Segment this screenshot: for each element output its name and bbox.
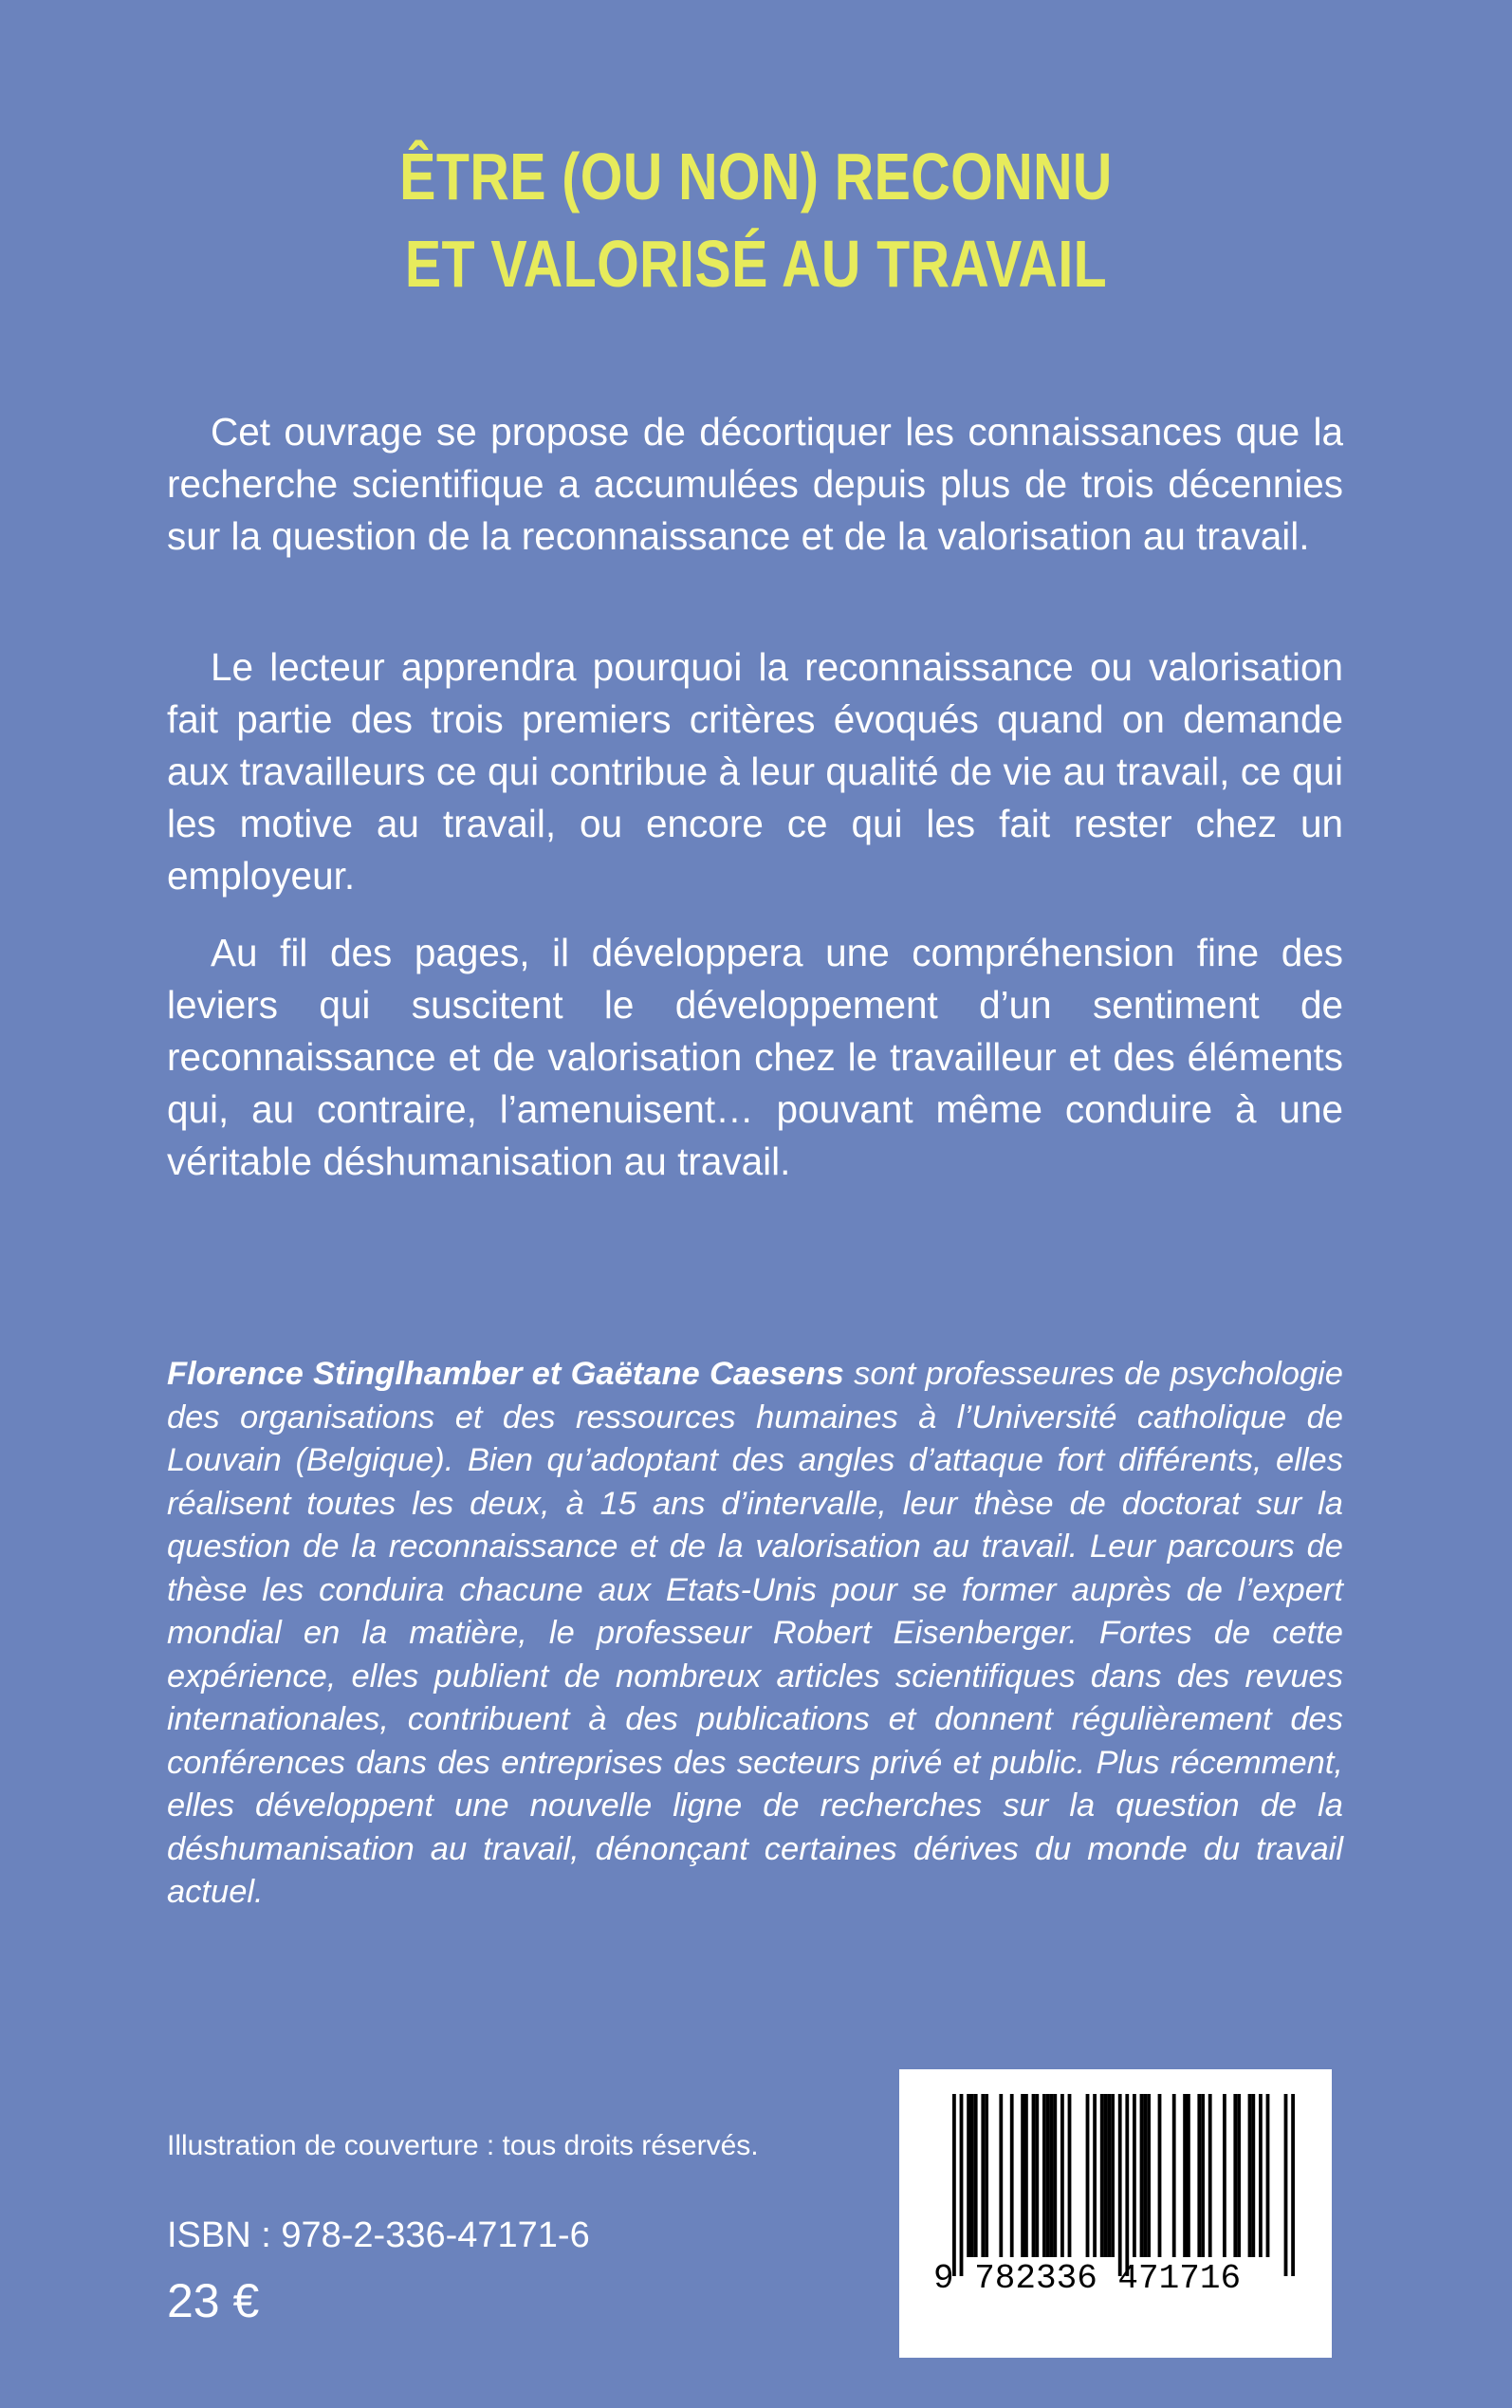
barcode-bar (1140, 2094, 1144, 2257)
cover-credit: Illustration de couverture : tous droits réservés. (167, 2130, 759, 2161)
barcode-bar (1183, 2094, 1187, 2257)
barcode-bar (981, 2094, 985, 2257)
barcode-bar (1251, 2094, 1255, 2257)
barcode-bar (999, 2094, 1003, 2257)
isbn: ISBN : 978-2-336-47171-6 (167, 2215, 590, 2255)
barcode-bar (1133, 2094, 1136, 2257)
barcode-bar (1107, 2094, 1111, 2257)
barcode-bar (1068, 2094, 1072, 2257)
title-line-1: ÊTRE (OU NON) RECONNU (399, 139, 1113, 213)
author-names: Florence Stinglhamber et Gaëtane Caesens (167, 1356, 844, 1392)
summary-paragraph-3: Au fil des pages, il développera une compréhension fine des leviers qui suscitent le développement d’un sentiment de reconnaissance et de valorisation chez le travailleur et des éléments qui, au contraire, l’amenuisent… pouvant même conduire à une véritable déshumanisation au travail. (167, 931, 1343, 1183)
barcode-bar (985, 2094, 988, 2257)
barcode-bar (1118, 2094, 1122, 2276)
barcode-bar (1104, 2094, 1108, 2257)
barcode-bar (1032, 2094, 1036, 2257)
barcode-bar (1147, 2094, 1151, 2257)
barcode-bar (1111, 2094, 1115, 2257)
barcode-bar (1248, 2094, 1252, 2257)
barcode-bar (1237, 2094, 1241, 2257)
barcode-bar (1024, 2094, 1028, 2257)
barcode-bar (952, 2094, 956, 2276)
barcode-bar (1201, 2094, 1205, 2257)
barcode-bar (1284, 2094, 1288, 2276)
summary-paragraph-1: Cet ouvrage se propose de décortiquer les connaissances que la recherche scientifique a accumulées depuis plus de trois décennies sur la question de la reconnaissance et de la valorisation au travail. (167, 410, 1343, 558)
barcode-digits: 9 782336 471716 (933, 2259, 1242, 2298)
barcode-bar (1050, 2094, 1054, 2257)
barcode-bar (1259, 2094, 1263, 2257)
barcode-bar (1035, 2094, 1039, 2257)
barcode-bar (1046, 2094, 1050, 2257)
barcode-bar (1266, 2094, 1270, 2257)
barcode-bar (1158, 2094, 1162, 2257)
book-title (136, 133, 1375, 307)
barcode-bar (1172, 2094, 1176, 2257)
title-line-2: ET VALORISÉ AU TRAVAIL (404, 227, 1108, 301)
summary-paragraph-2: Le lecteur apprendra pourquoi la reconnaissance ou valorisation fait partie des trois premiers critères évoqués quand on demande aux travailleurs ce qui contribue à leur qualité de vie au travail, ce qui les motive au travail, ou encore ce qui les fait rester chez un employeur. (167, 645, 1343, 898)
barcode-bar (1233, 2094, 1237, 2257)
barcode-bar (967, 2094, 970, 2257)
barcode-bar (1100, 2094, 1104, 2257)
barcode-bar (1223, 2094, 1226, 2257)
barcode-bar (1208, 2094, 1212, 2257)
barcode-bar (1291, 2094, 1295, 2276)
barcode-bar (970, 2094, 974, 2257)
barcode-bar (1021, 2094, 1024, 2257)
barcode-bar (1053, 2094, 1057, 2257)
barcode-bar (1125, 2094, 1129, 2276)
barcode-bars (899, 2069, 1332, 2358)
barcode-bar (1086, 2094, 1090, 2257)
barcode-bar (974, 2094, 978, 2257)
barcode-bar (1187, 2094, 1190, 2257)
price: 23 € (167, 2274, 260, 2327)
barcode-bar (1010, 2094, 1014, 2257)
barcode (899, 2069, 1332, 2358)
barcode-bar (1060, 2094, 1064, 2257)
barcode-bar (1042, 2094, 1046, 2257)
author-bio-text: sont professeures de psychologie des organisations et des ressources humaines à l’Université catholique de Louvain (Belgique). Bien qu’adoptant des angles d’attaque fort différents, elles réalisent toutes les deux, à 15 ans d’intervalle, leur thèse de doctorat sur la question de la reconnaissance et de la valorisation au travail. Leur parcours de thèse les conduira chacune aux Etats-Unis pour se former auprès de l’expert mondial en la matière, le professeur Robert Eisenberger. Fortes de cette expérience, elles publient de nombreux articles scientifiques dans des revues internationales, contribuent à des publications et donnent régulièrement des conférences dans des entreprises des secteurs privé et public. Plus récemment, elles développent une nouvelle ligne de recherches sur la question de la déshumanisation au travail, dénonçant certaines dérives du monde du travail actuel. (167, 1356, 1343, 1910)
barcode-bar (1093, 2094, 1097, 2257)
barcode-bar (1197, 2094, 1201, 2257)
author-bio (167, 1353, 1343, 1915)
barcode-bar (960, 2094, 964, 2276)
barcode-bar (1143, 2094, 1147, 2257)
